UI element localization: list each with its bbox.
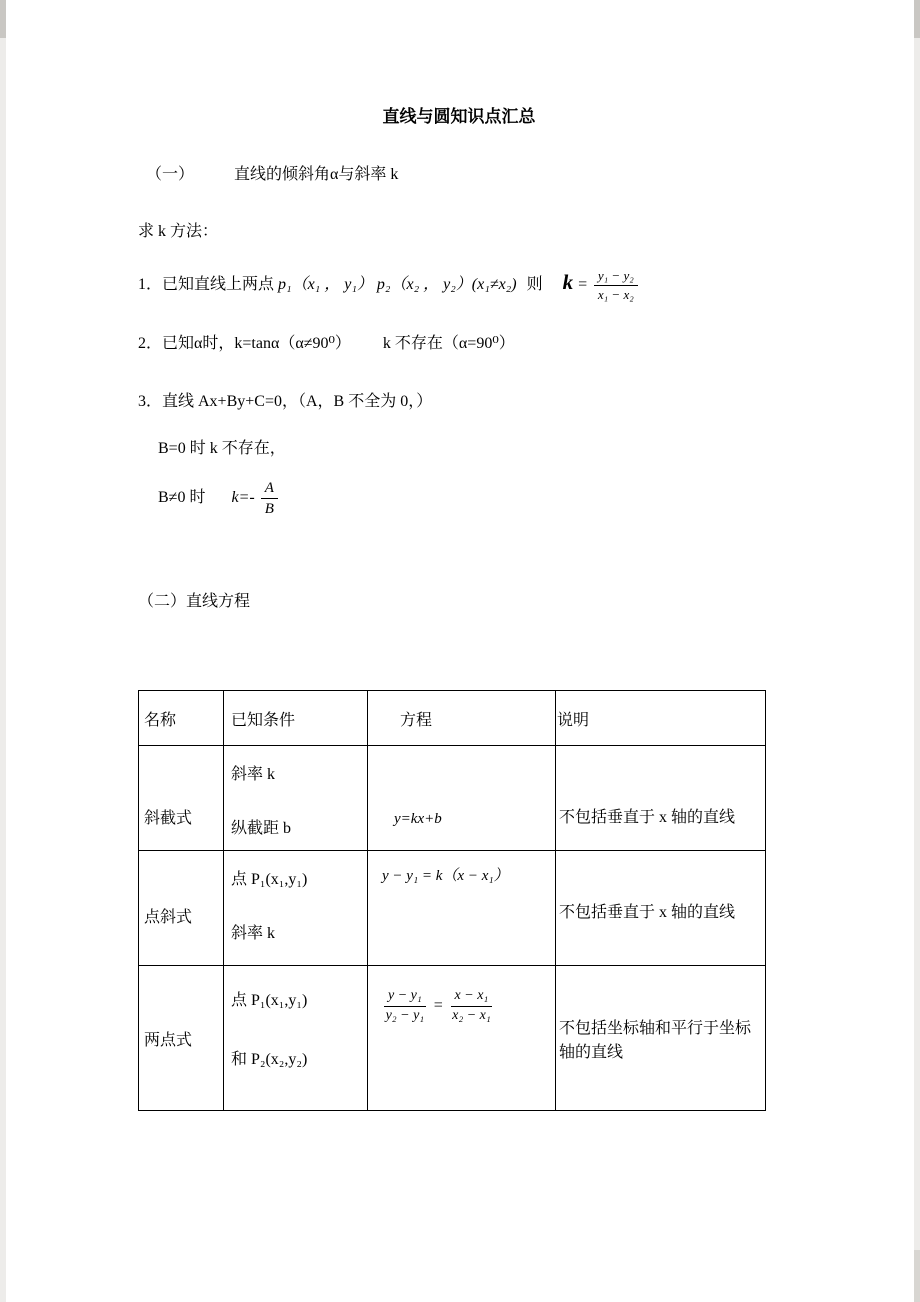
k-fraction-denominator: x₁ − x₂	[597, 286, 634, 302]
item-2-part-a: 2．已知α时，k=tanα（α≠90⁰）	[138, 335, 351, 353]
left-fraction-numerator: y − y₁	[384, 988, 426, 1007]
item-2-part-b: k 不存在（α=90⁰）	[382, 335, 515, 353]
row2-equation-cell	[368, 851, 556, 966]
two-point-equation	[382, 988, 494, 1025]
row1-equation: y=kx+b	[394, 811, 442, 828]
row2-condition-2: 斜率 k	[231, 925, 276, 943]
right-fraction-numerator: x − x₁	[451, 988, 493, 1007]
k-fraction	[594, 268, 638, 302]
row3-conditions	[224, 966, 368, 1111]
right-fraction	[451, 988, 493, 1025]
a-over-b-denominator: B	[264, 501, 274, 518]
k-fraction-numerator: y₁ − y₂	[594, 268, 638, 286]
row1-note: 不包括垂直于 x 轴的直线	[556, 746, 766, 851]
right-fraction-denominator: x₂ − x₁	[452, 1007, 491, 1023]
a-over-b-numerator: A	[261, 479, 278, 499]
item-1	[138, 268, 780, 302]
row1-condition-1: 斜率 k	[231, 766, 276, 784]
table-row	[139, 746, 766, 851]
row2-note: 不包括垂直于 x 轴的直线	[556, 851, 766, 966]
row3-note: 不包括坐标轴和平行于坐标轴的直线	[556, 966, 766, 1111]
row1-name: 斜截式	[139, 746, 224, 851]
case-b-not-zero-lead: B≠0 时	[158, 489, 206, 507]
section-1-heading	[138, 163, 780, 187]
section-1-number: （一）	[146, 166, 195, 183]
k-equals-negative: k=-	[231, 489, 255, 507]
header-condition: 已知条件	[224, 691, 368, 746]
row3-equation-cell	[368, 966, 556, 1111]
row2-conditions	[224, 851, 368, 966]
item-3: 3．直线 Ax+By+C=0，（A，B 不全为 0，）	[138, 393, 433, 411]
left-fraction	[384, 988, 426, 1025]
header-equation: 方程	[368, 691, 556, 746]
method-label: 求 k 方法：	[138, 223, 219, 240]
table-row	[139, 851, 766, 966]
item-1-then: 则	[526, 275, 543, 293]
row1-equation-cell	[368, 746, 556, 851]
row1-conditions	[224, 746, 368, 851]
row3-name: 两点式	[139, 966, 224, 1111]
header-note: 说明	[556, 691, 766, 746]
line-equations-table	[138, 690, 766, 1111]
row1-condition-2: 纵截距 b	[231, 820, 292, 838]
section-1-title: 直线的倾斜角α与斜率 k	[234, 166, 399, 183]
case-b-not-zero	[138, 479, 780, 518]
k-symbol: k	[562, 269, 574, 294]
row3-condition-1: 点 P₁(x₁,y₁)	[231, 992, 308, 1010]
row2-condition-1: 点 P₁(x₁,y₁)	[231, 871, 308, 889]
table-row	[139, 966, 766, 1111]
section-2-heading: （二）直线方程	[138, 593, 251, 611]
item-1-points: p₁（x₁ ， y₁） p₂（x₂ ， y₂）(x₁≠x₂)	[278, 275, 517, 293]
item-1-lead: 1．已知直线上两点	[138, 275, 275, 293]
page-title: 直线与圆知识点汇总	[382, 107, 536, 126]
row2-name: 点斜式	[139, 851, 224, 966]
equals-sign: =	[432, 997, 444, 1015]
left-fraction-denominator: y₂ − y₁	[385, 1007, 425, 1023]
a-over-b-fraction	[261, 479, 278, 518]
case-b-equals-zero: B=0 时 k 不存在，	[158, 440, 286, 458]
equals-sign: =	[577, 275, 588, 293]
row2-equation: y − y₁ = k（x − x₁）	[382, 868, 509, 885]
table-header-row	[139, 691, 766, 746]
row3-condition-2: 和 P₂(x₂,y₂)	[231, 1051, 308, 1069]
header-name: 名称	[139, 691, 224, 746]
item-2	[138, 332, 780, 356]
